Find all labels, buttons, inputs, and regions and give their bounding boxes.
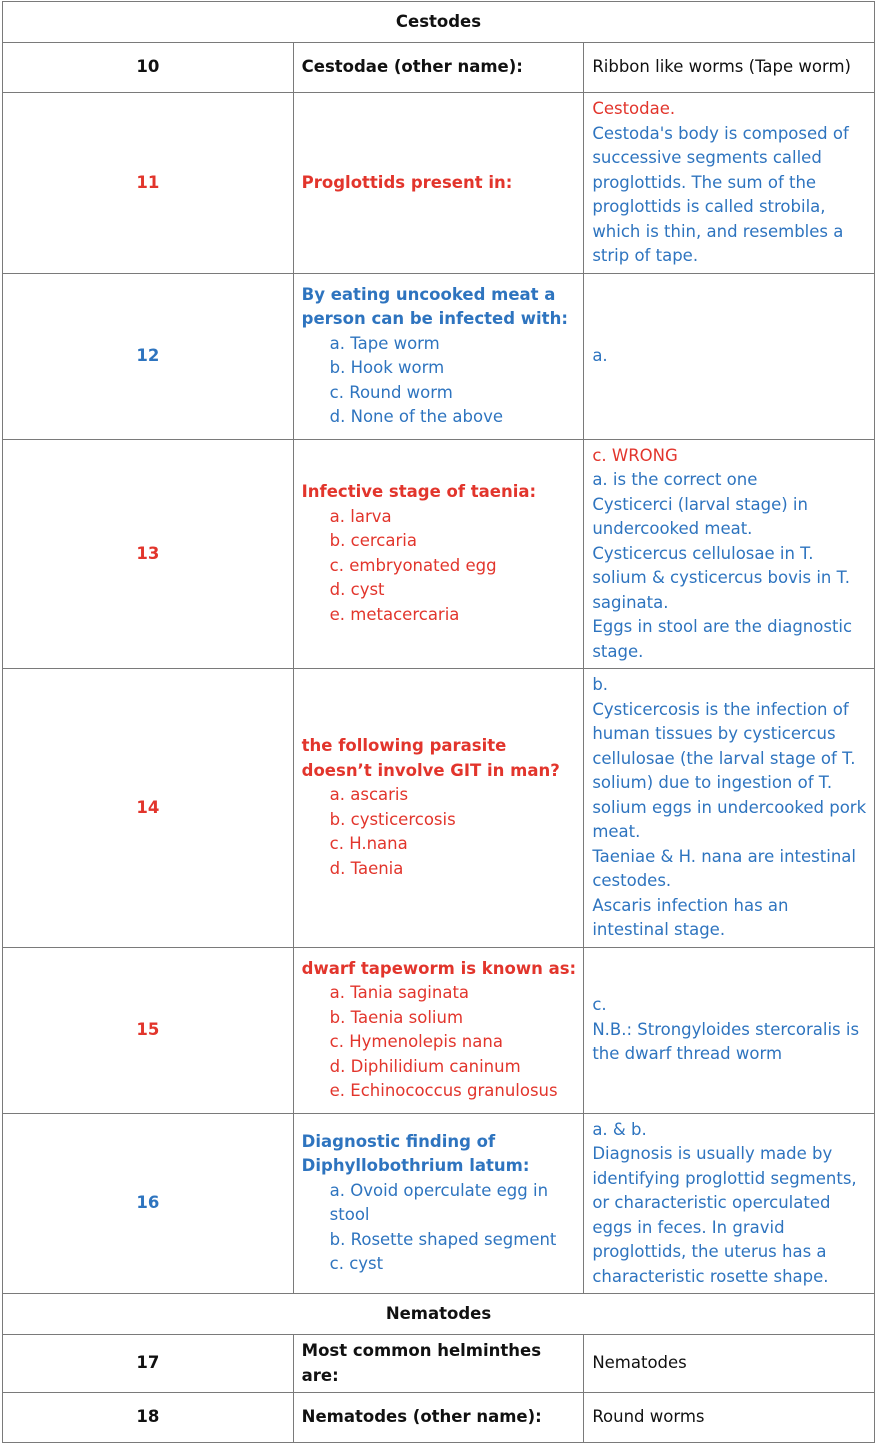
question-cell [293,1113,584,1294]
question-cell [293,43,584,93]
answer-line: Cysticercosis is the infection of human tissues by cysticercus cellulosae (the larval stage of T. solium) due to ingestion of T. solium eggs in undercooked pork meat. [592,699,867,841]
answer-line: Ribbon like worms (Tape worm) [592,57,851,77]
table-row [3,669,875,948]
answer-line: c. [592,995,607,1015]
row-number: 16 [3,1113,294,1294]
row-number: 11 [3,93,294,274]
question-text: Proglottids present in: [301,172,513,192]
answer-line: a. is the correct one [592,470,758,489]
row-number: 12 [3,273,294,439]
question-text: Nematodes (other name): [301,1407,542,1427]
option-item: c. cyst [329,1254,384,1274]
answer-cell [584,1393,875,1443]
question-cell [293,1335,584,1393]
option-item: a. Tape worm [329,333,440,353]
option-item: b. Rosette shaped segment [329,1229,557,1249]
option-item: c. Hymenolepis nana [329,1032,503,1051]
answer-line: Nematodes [592,1353,687,1373]
option-item: d. cyst [329,580,385,600]
option-item: d. Taenia [329,858,404,878]
question-cell [293,1393,584,1443]
option-item: d. Diphilidium caninum [329,1056,521,1076]
option-item: c. embryonated egg [329,555,497,575]
option-item: a. Tania saginata [329,983,470,1002]
answer-line: Ascaris infection has an intestinal stage. [592,895,789,939]
answer-line: N.B.: Strongyloides stercoralis is the dwarf thread worm [592,1019,860,1064]
table-row [3,439,875,669]
row-number: 14 [3,669,294,948]
question-text: Most common helminthes are: [301,1341,542,1385]
answer-line: Cysticerci (larval stage) in undercooked meat. [592,494,808,538]
option-item: d. None of the above [329,407,503,426]
answer-line: Cestodae. [592,99,676,118]
option-item: a. larva [329,506,392,526]
answer-line: b. [592,675,609,694]
table-row [3,1335,875,1393]
option-item: b. cysticercosis [329,809,456,829]
table-row [3,947,875,1113]
section-header-cestodes [3,2,875,43]
answer-cell [584,93,875,274]
option-item: a. ascaris [329,785,409,805]
row-number: 15 [3,947,294,1113]
row-number: 17 [3,1335,294,1393]
table-row [3,43,875,93]
row-number: 10 [3,43,294,93]
table-row [3,1393,875,1443]
option-item: a. Ovoid operculate egg in stool [329,1180,549,1225]
question-cell [293,669,584,948]
answer-line: a. & b. [592,1119,647,1139]
table-row [3,1113,875,1294]
section-header-nematodes [3,1294,875,1335]
answer-line: c. WRONG [592,445,678,465]
answer-line: Round worms [592,1407,705,1427]
option-item: c. H.nana [329,834,408,854]
answer-line: Cysticercus cellulosae in T. solium & cysticercus bovis in T. saginata. [592,543,850,612]
question-text: Infective stage of taenia: [301,482,537,502]
option-item: e. metacercaria [329,604,460,624]
table-row [3,273,875,439]
answer-line: Eggs in stool are the diagnostic stage. [592,617,853,661]
row-number: 13 [3,439,294,669]
answer-line: Taeniae & H. nana are intestinal cestodes. [592,846,856,890]
option-item: b. Hook worm [329,358,445,377]
option-item: e. Echinococcus granulosus [329,1081,558,1100]
question-text: the following parasite doesn’t involve GIT in man? [301,736,560,780]
answer-cell [584,439,875,669]
answer-cell [584,273,875,439]
answer-line: a. [592,345,608,365]
section-title-cestodes: Cestodes [3,2,875,43]
row-number: 18 [3,1393,294,1443]
answer-cell [584,1113,875,1294]
qa-table [2,1,875,1443]
option-item: c. Round worm [329,382,453,402]
question-text: Cestodae (other name): [301,57,523,77]
question-cell [293,947,584,1113]
question-text: dwarf tapeworm is known as: [301,958,577,978]
answer-cell [584,1335,875,1393]
question-cell [293,93,584,274]
option-item: b. Taenia solium [329,1007,464,1027]
answer-line: Diagnosis is usually made by identifying proglottid segments, or characteristic operculated eggs in feces. In gravid proglottids, the uterus has a characteristic rosette shape. [592,1144,857,1286]
answer-line: Cestoda's body is composed of successive segments called proglottids. The sum of the proglottids is called strobila, which is thin, and resembles a strip of tape. [592,123,849,265]
answer-cell [584,947,875,1113]
question-cell [293,273,584,439]
answer-cell [584,669,875,948]
section-title-nematodes: Nematodes [3,1294,875,1335]
question-text: Diagnostic finding of Diphyllobothrium latum: [301,1131,530,1176]
question-text: By eating uncooked meat a person can be infected with: [301,284,568,328]
table-row [3,93,875,274]
answer-cell [584,43,875,93]
question-cell [293,439,584,669]
option-item: b. cercaria [329,531,417,551]
